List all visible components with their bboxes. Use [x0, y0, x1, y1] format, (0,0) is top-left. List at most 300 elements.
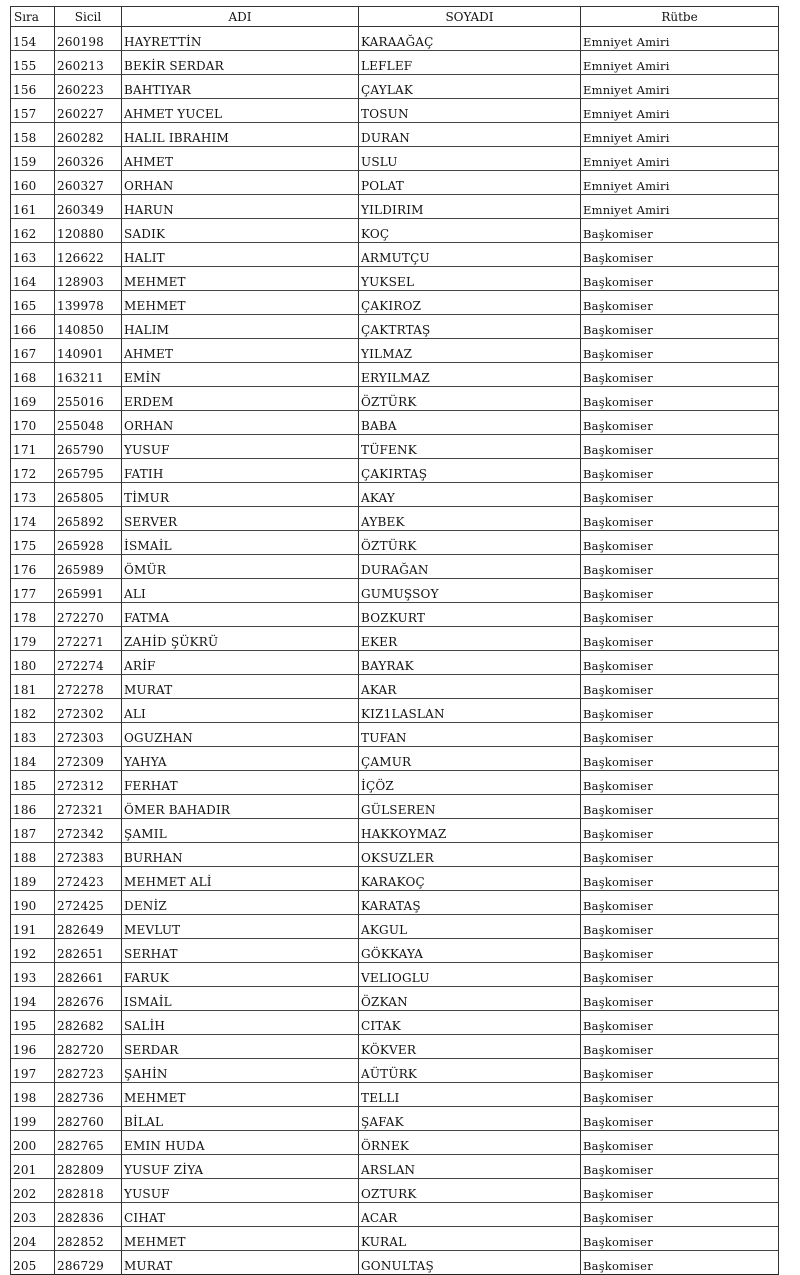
cell-rutbe: Başkomiser [581, 555, 779, 579]
table-row [11, 843, 779, 867]
cell-soyadi: OKSUZLER [359, 843, 581, 867]
cell-soyadi: DURAĞAN [359, 555, 581, 579]
cell-sicil: 272302 [55, 699, 122, 723]
cell-adi: SALİH [122, 1011, 359, 1035]
cell-sicil: 272303 [55, 723, 122, 747]
table-row [11, 747, 779, 771]
cell-sicil: 140850 [55, 315, 122, 339]
cell-soyadi: BABA [359, 411, 581, 435]
cell-sira: 157 [11, 99, 55, 123]
table-row [11, 435, 779, 459]
table-row [11, 27, 779, 51]
cell-rutbe: Başkomiser [581, 627, 779, 651]
cell-soyadi: ARMUTÇU [359, 243, 581, 267]
cell-rutbe: Emniyet Amiri [581, 75, 779, 99]
cell-adi: MEVLUT [122, 915, 359, 939]
cell-sicil: 272309 [55, 747, 122, 771]
table-row [11, 1107, 779, 1131]
cell-rutbe: Başkomiser [581, 1131, 779, 1155]
cell-adi: AHMET YUCEL [122, 99, 359, 123]
cell-soyadi: KURAL [359, 1227, 581, 1251]
cell-adi: SERHAT [122, 939, 359, 963]
cell-soyadi: BOZKURT [359, 603, 581, 627]
cell-soyadi: ÇAMUR [359, 747, 581, 771]
table-row [11, 603, 779, 627]
cell-sicil: 282676 [55, 987, 122, 1011]
table-row [11, 1251, 779, 1275]
cell-adi: SADIK [122, 219, 359, 243]
cell-sicil: 265892 [55, 507, 122, 531]
cell-rutbe: Başkomiser [581, 363, 779, 387]
cell-sira: 168 [11, 363, 55, 387]
cell-adi: FARUK [122, 963, 359, 987]
cell-adi: ARİF [122, 651, 359, 675]
cell-adi: MURAT [122, 675, 359, 699]
table-row [11, 363, 779, 387]
cell-rutbe: Başkomiser [581, 1035, 779, 1059]
cell-adi: HALIL IBRAHIM [122, 123, 359, 147]
cell-adi: SERVER [122, 507, 359, 531]
table-row [11, 1131, 779, 1155]
table-row [11, 483, 779, 507]
cell-sira: 196 [11, 1035, 55, 1059]
cell-sicil: 260326 [55, 147, 122, 171]
cell-soyadi: ÇAKTRTAŞ [359, 315, 581, 339]
cell-soyadi: AKAR [359, 675, 581, 699]
cell-sira: 198 [11, 1083, 55, 1107]
personnel-table [10, 6, 779, 1275]
cell-sira: 160 [11, 171, 55, 195]
cell-sira: 172 [11, 459, 55, 483]
cell-sicil: 260349 [55, 195, 122, 219]
cell-rutbe: Başkomiser [581, 1107, 779, 1131]
table-row [11, 915, 779, 939]
cell-sira: 165 [11, 291, 55, 315]
cell-soyadi: ÇAKIROZ [359, 291, 581, 315]
header-soyadi: SOYADI [359, 7, 581, 27]
cell-sira: 170 [11, 411, 55, 435]
cell-soyadi: ÇAYLAK [359, 75, 581, 99]
cell-adi: MEHMET [122, 1083, 359, 1107]
cell-soyadi: AKGUL [359, 915, 581, 939]
cell-sira: 174 [11, 507, 55, 531]
cell-sicil: 282760 [55, 1107, 122, 1131]
cell-sicil: 272312 [55, 771, 122, 795]
cell-sira: 200 [11, 1131, 55, 1155]
cell-soyadi: KARATAŞ [359, 891, 581, 915]
cell-sira: 178 [11, 603, 55, 627]
table-row [11, 963, 779, 987]
cell-soyadi: ACAR [359, 1203, 581, 1227]
cell-adi: ALI [122, 579, 359, 603]
cell-adi: BEKİR SERDAR [122, 51, 359, 75]
table-row [11, 291, 779, 315]
table-row [11, 219, 779, 243]
cell-sira: 173 [11, 483, 55, 507]
cell-sicil: 260198 [55, 27, 122, 51]
cell-adi: EMIN HUDA [122, 1131, 359, 1155]
cell-soyadi: YILDIRIM [359, 195, 581, 219]
cell-sira: 182 [11, 699, 55, 723]
table-row [11, 123, 779, 147]
table-row [11, 675, 779, 699]
cell-soyadi: CITAK [359, 1011, 581, 1035]
table-row [11, 1227, 779, 1251]
cell-rutbe: Başkomiser [581, 1251, 779, 1275]
cell-soyadi: ÖRNEK [359, 1131, 581, 1155]
cell-soyadi: ARSLAN [359, 1155, 581, 1179]
cell-sira: 192 [11, 939, 55, 963]
cell-adi: HALIM [122, 315, 359, 339]
cell-adi: MEHMET [122, 1227, 359, 1251]
table-row [11, 1083, 779, 1107]
cell-rutbe: Başkomiser [581, 963, 779, 987]
cell-rutbe: Başkomiser [581, 387, 779, 411]
cell-soyadi: İÇÖZ [359, 771, 581, 795]
cell-sira: 159 [11, 147, 55, 171]
cell-sira: 187 [11, 819, 55, 843]
cell-rutbe: Başkomiser [581, 843, 779, 867]
cell-adi: FATMA [122, 603, 359, 627]
cell-rutbe: Başkomiser [581, 603, 779, 627]
cell-adi: ZAHİD ŞÜKRÜ [122, 627, 359, 651]
cell-soyadi: GONULTAŞ [359, 1251, 581, 1275]
cell-rutbe: Başkomiser [581, 579, 779, 603]
cell-adi: OGUZHAN [122, 723, 359, 747]
cell-adi: AHMET [122, 147, 359, 171]
cell-rutbe: Başkomiser [581, 939, 779, 963]
cell-soyadi: ERYILMAZ [359, 363, 581, 387]
cell-sicil: 265795 [55, 459, 122, 483]
cell-soyadi: ÖZKAN [359, 987, 581, 1011]
cell-sira: 176 [11, 555, 55, 579]
cell-sira: 201 [11, 1155, 55, 1179]
table-row [11, 819, 779, 843]
cell-soyadi: POLAT [359, 171, 581, 195]
cell-rutbe: Başkomiser [581, 747, 779, 771]
cell-soyadi: AYBEK [359, 507, 581, 531]
cell-sira: 175 [11, 531, 55, 555]
cell-soyadi: TUFAN [359, 723, 581, 747]
cell-adi: DENİZ [122, 891, 359, 915]
cell-sira: 185 [11, 771, 55, 795]
cell-rutbe: Başkomiser [581, 1059, 779, 1083]
cell-adi: FERHAT [122, 771, 359, 795]
cell-sicil: 282720 [55, 1035, 122, 1059]
table-row [11, 867, 779, 891]
cell-adi: ŞAHİN [122, 1059, 359, 1083]
cell-soyadi: KARAKOÇ [359, 867, 581, 891]
table-row [11, 243, 779, 267]
cell-sicil: 272383 [55, 843, 122, 867]
cell-sira: 199 [11, 1107, 55, 1131]
cell-sira: 164 [11, 267, 55, 291]
cell-sira: 171 [11, 435, 55, 459]
cell-adi: ISMAİL [122, 987, 359, 1011]
cell-rutbe: Başkomiser [581, 675, 779, 699]
cell-soyadi: USLU [359, 147, 581, 171]
table-row [11, 99, 779, 123]
cell-soyadi: TELLI [359, 1083, 581, 1107]
cell-adi: BAHTIYAR [122, 75, 359, 99]
header-sira: Sıra [11, 7, 55, 27]
table-row [11, 411, 779, 435]
cell-sira: 202 [11, 1179, 55, 1203]
cell-adi: HALIT [122, 243, 359, 267]
cell-rutbe: Başkomiser [581, 1203, 779, 1227]
cell-rutbe: Emniyet Amiri [581, 51, 779, 75]
cell-sicil: 265989 [55, 555, 122, 579]
cell-sicil: 265790 [55, 435, 122, 459]
table-row [11, 795, 779, 819]
cell-rutbe: Başkomiser [581, 483, 779, 507]
cell-rutbe: Başkomiser [581, 459, 779, 483]
cell-adi: ORHAN [122, 411, 359, 435]
table-row [11, 1059, 779, 1083]
cell-rutbe: Başkomiser [581, 1083, 779, 1107]
cell-rutbe: Başkomiser [581, 1155, 779, 1179]
table-row [11, 507, 779, 531]
cell-sicil: 272321 [55, 795, 122, 819]
cell-sira: 189 [11, 867, 55, 891]
cell-adi: FATIH [122, 459, 359, 483]
cell-sira: 166 [11, 315, 55, 339]
cell-adi: TİMUR [122, 483, 359, 507]
cell-adi: YAHYA [122, 747, 359, 771]
cell-rutbe: Başkomiser [581, 1227, 779, 1251]
table-row [11, 987, 779, 1011]
cell-sicil: 272342 [55, 819, 122, 843]
cell-sicil: 260213 [55, 51, 122, 75]
cell-adi: CIHAT [122, 1203, 359, 1227]
cell-sicil: 260327 [55, 171, 122, 195]
cell-rutbe: Başkomiser [581, 315, 779, 339]
cell-soyadi: KIZ1LASLAN [359, 699, 581, 723]
cell-sicil: 282682 [55, 1011, 122, 1035]
table-row [11, 1203, 779, 1227]
cell-sira: 158 [11, 123, 55, 147]
cell-adi: SERDAR [122, 1035, 359, 1059]
cell-adi: MEHMET [122, 267, 359, 291]
cell-sira: 169 [11, 387, 55, 411]
table-row [11, 555, 779, 579]
cell-soyadi: ÇAKIRTAŞ [359, 459, 581, 483]
cell-rutbe: Emniyet Amiri [581, 99, 779, 123]
cell-soyadi: HAKKOYMAZ [359, 819, 581, 843]
header-rutbe: Rütbe [581, 7, 779, 27]
cell-sicil: 265805 [55, 483, 122, 507]
cell-rutbe: Emniyet Amiri [581, 171, 779, 195]
cell-soyadi: AÜTÜRK [359, 1059, 581, 1083]
cell-soyadi: TÜFENK [359, 435, 581, 459]
cell-soyadi: AKAY [359, 483, 581, 507]
cell-rutbe: Başkomiser [581, 507, 779, 531]
table-row [11, 531, 779, 555]
table-row [11, 171, 779, 195]
header-sicil: Sicil [55, 7, 122, 27]
cell-soyadi: LEFLEF [359, 51, 581, 75]
cell-sira: 194 [11, 987, 55, 1011]
cell-sicil: 282736 [55, 1083, 122, 1107]
cell-sicil: 255016 [55, 387, 122, 411]
cell-soyadi: ŞAFAK [359, 1107, 581, 1131]
table-row [11, 771, 779, 795]
cell-rutbe: Başkomiser [581, 531, 779, 555]
cell-adi: EMİN [122, 363, 359, 387]
table-row [11, 1155, 779, 1179]
cell-adi: YUSUF [122, 435, 359, 459]
table-row [11, 723, 779, 747]
cell-adi: HARUN [122, 195, 359, 219]
cell-sira: 183 [11, 723, 55, 747]
cell-rutbe: Başkomiser [581, 723, 779, 747]
cell-adi: BURHAN [122, 843, 359, 867]
cell-sicil: 282836 [55, 1203, 122, 1227]
cell-soyadi: KOÇ [359, 219, 581, 243]
cell-adi: İSMAİL [122, 531, 359, 555]
cell-soyadi: GUMUŞSOY [359, 579, 581, 603]
cell-sicil: 282649 [55, 915, 122, 939]
cell-sicil: 120880 [55, 219, 122, 243]
cell-adi: AHMET [122, 339, 359, 363]
cell-sicil: 140901 [55, 339, 122, 363]
cell-rutbe: Başkomiser [581, 291, 779, 315]
table-row [11, 315, 779, 339]
cell-sicil: 282809 [55, 1155, 122, 1179]
cell-rutbe: Başkomiser [581, 435, 779, 459]
cell-sicil: 163211 [55, 363, 122, 387]
cell-sicil: 139978 [55, 291, 122, 315]
cell-adi: ERDEM [122, 387, 359, 411]
table-row [11, 699, 779, 723]
cell-sira: 197 [11, 1059, 55, 1083]
cell-sicil: 282852 [55, 1227, 122, 1251]
cell-adi: ORHAN [122, 171, 359, 195]
cell-sira: 186 [11, 795, 55, 819]
cell-sicil: 282765 [55, 1131, 122, 1155]
cell-rutbe: Başkomiser [581, 339, 779, 363]
table-header [11, 7, 779, 27]
cell-rutbe: Emniyet Amiri [581, 123, 779, 147]
cell-soyadi: TOSUN [359, 99, 581, 123]
cell-sicil: 272425 [55, 891, 122, 915]
cell-sicil: 272274 [55, 651, 122, 675]
table-row [11, 627, 779, 651]
cell-adi: ÖMÜR [122, 555, 359, 579]
cell-sicil: 255048 [55, 411, 122, 435]
table-row [11, 459, 779, 483]
cell-rutbe: Başkomiser [581, 915, 779, 939]
table-row [11, 939, 779, 963]
cell-rutbe: Başkomiser [581, 987, 779, 1011]
cell-sira: 154 [11, 27, 55, 51]
cell-sira: 156 [11, 75, 55, 99]
table-row [11, 1011, 779, 1035]
cell-sira: 163 [11, 243, 55, 267]
cell-adi: MEHMET ALİ [122, 867, 359, 891]
cell-sicil: 286729 [55, 1251, 122, 1275]
table-row [11, 387, 779, 411]
cell-soyadi: GÖKKAYA [359, 939, 581, 963]
cell-sira: 190 [11, 891, 55, 915]
table-row [11, 891, 779, 915]
table-row [11, 1179, 779, 1203]
cell-soyadi: ÖZTÜRK [359, 387, 581, 411]
header-adi: ADI [122, 7, 359, 27]
cell-sira: 193 [11, 963, 55, 987]
cell-sira: 195 [11, 1011, 55, 1035]
header-row [11, 7, 779, 27]
cell-soyadi: YILMAZ [359, 339, 581, 363]
cell-adi: YUSUF ZİYA [122, 1155, 359, 1179]
cell-rutbe: Başkomiser [581, 795, 779, 819]
cell-sicil: 265991 [55, 579, 122, 603]
cell-adi: YUSUF [122, 1179, 359, 1203]
cell-sira: 181 [11, 675, 55, 699]
cell-sira: 203 [11, 1203, 55, 1227]
cell-sira: 184 [11, 747, 55, 771]
cell-adi: MEHMET [122, 291, 359, 315]
table-row [11, 651, 779, 675]
cell-adi: ÖMER BAHADIR [122, 795, 359, 819]
cell-sicil: 272270 [55, 603, 122, 627]
table-row [11, 267, 779, 291]
table-row [11, 147, 779, 171]
cell-rutbe: Başkomiser [581, 1179, 779, 1203]
cell-sira: 162 [11, 219, 55, 243]
table-row [11, 1035, 779, 1059]
cell-sicil: 260227 [55, 99, 122, 123]
cell-sicil: 272278 [55, 675, 122, 699]
cell-rutbe: Başkomiser [581, 891, 779, 915]
cell-sicil: 282723 [55, 1059, 122, 1083]
cell-soyadi: EKER [359, 627, 581, 651]
cell-rutbe: Emniyet Amiri [581, 27, 779, 51]
cell-rutbe: Başkomiser [581, 867, 779, 891]
cell-sicil: 260223 [55, 75, 122, 99]
cell-sira: 191 [11, 915, 55, 939]
cell-rutbe: Başkomiser [581, 651, 779, 675]
cell-rutbe: Başkomiser [581, 771, 779, 795]
cell-adi: ALI [122, 699, 359, 723]
cell-adi: MURAT [122, 1251, 359, 1275]
cell-adi: ŞAMIL [122, 819, 359, 843]
cell-sira: 167 [11, 339, 55, 363]
cell-sira: 204 [11, 1227, 55, 1251]
cell-adi: BİLAL [122, 1107, 359, 1131]
cell-soyadi: KARAAĞAÇ [359, 27, 581, 51]
table-row [11, 75, 779, 99]
cell-soyadi: BAYRAK [359, 651, 581, 675]
cell-sira: 177 [11, 579, 55, 603]
cell-sira: 180 [11, 651, 55, 675]
cell-sicil: 126622 [55, 243, 122, 267]
cell-sicil: 282818 [55, 1179, 122, 1203]
table-body [11, 27, 779, 1275]
cell-sicil: 265928 [55, 531, 122, 555]
cell-sira: 179 [11, 627, 55, 651]
cell-adi: HAYRETTİN [122, 27, 359, 51]
cell-sira: 155 [11, 51, 55, 75]
cell-rutbe: Başkomiser [581, 699, 779, 723]
cell-soyadi: KÖKVER [359, 1035, 581, 1059]
cell-sicil: 128903 [55, 267, 122, 291]
cell-rutbe: Emniyet Amiri [581, 147, 779, 171]
cell-rutbe: Başkomiser [581, 243, 779, 267]
cell-rutbe: Başkomiser [581, 1011, 779, 1035]
cell-sicil: 282651 [55, 939, 122, 963]
personnel-list-sheet [10, 6, 778, 1275]
